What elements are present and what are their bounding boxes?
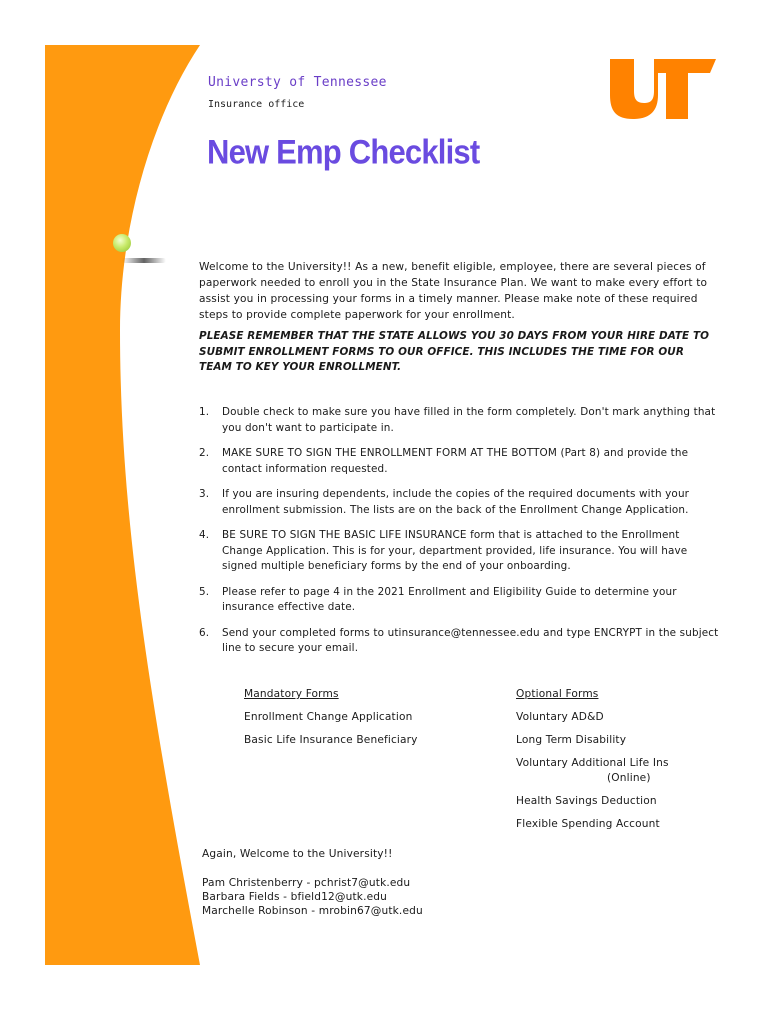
step-item: 2. MAKE SURE TO SIGN THE ENROLLMENT FORM AT THE BOTTOM (Part 8) and provide the contact information requested.: [199, 447, 689, 475]
step-item: 6. Send your completed forms to utinsurance@tennessee.edu and type ENCRYPT in the subject line to secure your email.: [199, 626, 719, 654]
step-item: 1. Double check to make sure you have filled in the form completely. Don't mark anything that you don't want to participate in.: [199, 406, 716, 434]
optional-form-item-note: (Online): [607, 772, 651, 784]
university-name: Universty of Tennessee: [208, 75, 387, 90]
intro-paragraph: Welcome to the University!! As a new, benefit eligible, employee, there are several pieces of paperwork needed to enroll you in the State Insurance Plan. We want to make every effort to assist you in processing your forms in a timely manner. Please make note of these required steps to provide complete paperwork for your enrollment.: [199, 261, 708, 321]
optional-form-item: Health Savings Deduction: [516, 795, 657, 807]
step-item: 4. BE SURE TO SIGN THE BASIC LIFE INSURANCE form that is attached to the Enrollment Change Application. This is for your, department provided, life insurance. You will have signed multiple beneficiary forms by the end of your onboarding.: [199, 529, 688, 572]
step-item: 3. If you are insuring dependents, include the copies of the required documents with your enrollment submission. The lists are on the back of the Enrollment Change Application.: [199, 488, 690, 516]
office-name: Insurance office: [208, 99, 305, 110]
page-title: New Emp Checklist: [207, 132, 480, 172]
contact-item: Barbara Fields - bfield12@utk.edu: [202, 891, 388, 903]
contact-item: Pam Christenberry - pchrist7@utk.edu: [202, 877, 411, 889]
deadline-warning: PLEASE REMEMBER THAT THE STATE ALLOWS YOU 30 DAYS FROM YOUR HIRE DATE TO SUBMIT ENROLLMENT FORMS TO OUR OFFICE. THIS INCLUDES THE TIME FOR OUR TEAM TO KEY YOUR ENROLLMENT.: [199, 330, 710, 373]
checklist-steps: [199, 405, 719, 657]
ut-logo-icon: [608, 55, 718, 121]
mandatory-forms-heading: Mandatory Forms: [244, 688, 339, 700]
bullet-shadow-decoration: [122, 258, 166, 263]
contact-item: Marchelle Robinson - mrobin67@utk.edu: [202, 905, 423, 917]
optional-form-item: Flexible Spending Account: [516, 818, 660, 830]
contact-list: [202, 876, 423, 918]
closing-line: Again, Welcome to the University!!: [202, 848, 393, 860]
mandatory-forms-column: [244, 687, 484, 756]
optional-forms-column: [516, 687, 756, 840]
optional-form-item: Voluntary AD&D: [516, 711, 604, 723]
optional-form-item: Long Term Disability: [516, 734, 627, 746]
mandatory-form-item: Enrollment Change Application: [244, 711, 413, 723]
mandatory-form-item: Basic Life Insurance Beneficiary: [244, 734, 418, 746]
optional-form-item: Voluntary Additional Life Ins: [516, 757, 669, 769]
green-bullet-icon: [113, 234, 131, 252]
optional-forms-heading: Optional Forms: [516, 688, 599, 700]
step-item: 5. Please refer to page 4 in the 2021 Enrollment and Eligibility Guide to determine your insurance effective date.: [199, 585, 677, 613]
